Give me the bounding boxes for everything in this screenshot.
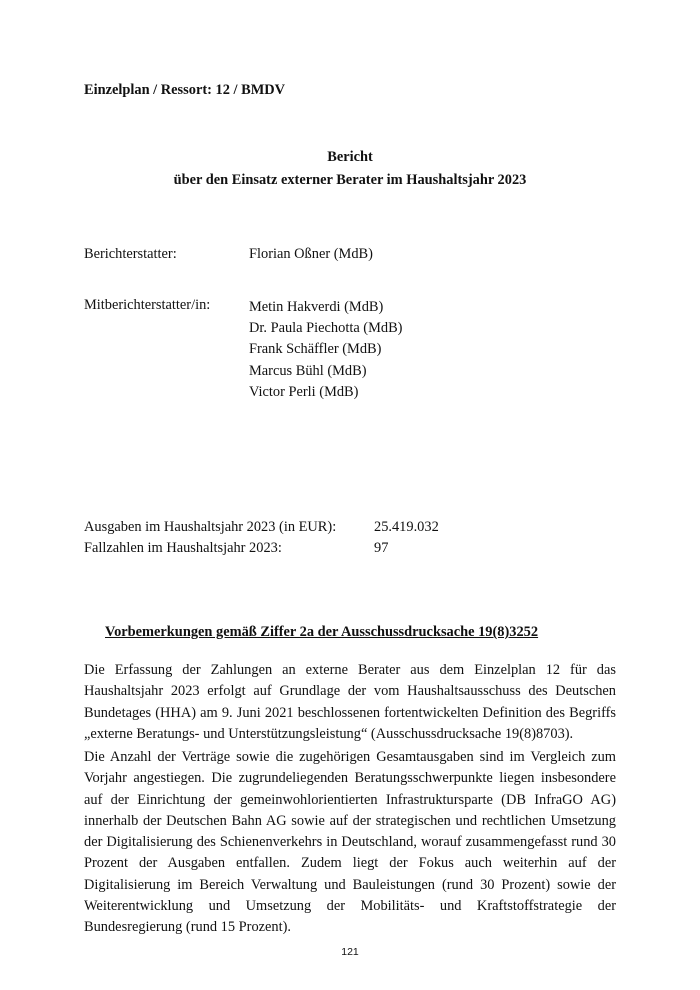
mitberichterstatter-list (249, 297, 402, 403)
page-number: 121 (341, 946, 359, 958)
berichterstatter-label: Berichterstatter: (84, 246, 177, 262)
vorbemerkungen-paragraph-2: Die Anzahl der Verträge sowie die zugehörigen Gesamtausgaben sind im Vergleich zum Vorjahr angestiegen. Die zugrundeliegenden Beratungsschwerpunkte liegen insbesondere auf der Einrichtung der gemeinwohlorientierten Infrastruktursparte (DB InfraGO AG) innerhalb der Deutschen Bahn AG sowie auf der strategischen und rechtlichen Umsetzung der Digitalisierung des Schienenverkehrs in Deutschland, worauf zusammengefasst rund 30 Prozent der Ausgaben entfallen. Zudem liegt der Fokus auch weiterhin auf der Digitalisierung im Bereich Verwaltung und Bauleistungen (rund 30 Prozent) sowie der Weiterentwicklung und Umsetzung der Mobilitäts- und Kraftstoffstrategie der Bundesregierung (rund 15 Prozent). (84, 749, 616, 936)
mitberichterstatter-name: Frank Schäffler (MdB) (249, 341, 382, 358)
berichterstatter-name: Florian Oßner (MdB) (249, 246, 373, 262)
report-title (0, 146, 700, 192)
report-title-line-2: über den Einsatz externer Berater im Haushaltsjahr 2023 (173, 172, 527, 188)
einzelplan-header: Einzelplan / Ressort: 12 / BMDV (84, 82, 286, 98)
vorbemerkungen-heading: Vorbemerkungen gemäß Ziffer 2a der Ausschussdrucksache 19(8)3252 (105, 624, 539, 640)
ausgaben-value: 25.419.032 (374, 519, 439, 535)
mitberichterstatter-name: Victor Perli (MdB) (249, 383, 359, 400)
vorbemerkungen-paragraph-1: Die Erfassung der Zahlungen an externe Berater aus dem Einzelplan 12 für das Haushaltsjahr 2023 erfolgt auf Grundlage der vom Haushaltsausschuss des Deutschen Bundetages (HHA) am 9. Juni 2021 beschlossenen fortentwickelten Definition des Begriffs „externe Beratungs- und Unterstützungsleistung“ (Ausschussdrucksache 19(8)8703). (84, 662, 616, 742)
report-title-line-1: Bericht (327, 149, 373, 165)
fallzahlen-label: Fallzahlen im Haushaltsjahr 2023: (84, 540, 282, 556)
ausgaben-label: Ausgaben im Haushaltsjahr 2023 (in EUR): (84, 519, 337, 535)
mitberichterstatter-name: Metin Hakverdi (MdB) (249, 299, 384, 315)
mitberichterstatter-label: Mitberichterstatter/in: (84, 297, 211, 313)
mitberichterstatter-name: Dr. Paula Piechotta (MdB) (249, 320, 403, 337)
fallzahlen-value: 97 (374, 540, 389, 556)
mitberichterstatter-name: Marcus Bühl (MdB) (249, 362, 367, 379)
